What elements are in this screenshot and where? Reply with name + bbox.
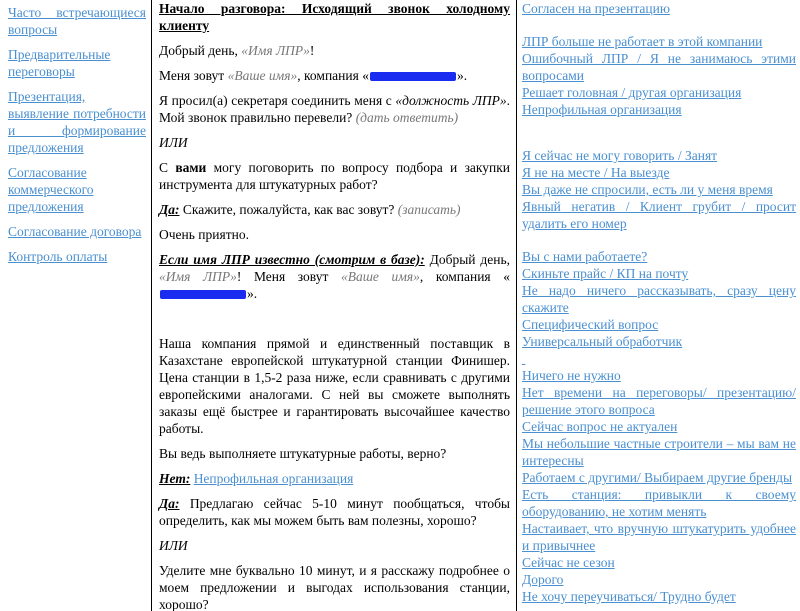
objection-link[interactable]: ЛПР больше не работает в этой компании — [522, 34, 763, 49]
spacer — [159, 310, 510, 327]
objection-link[interactable]: Настаивает, что вручную штукатурить удобнее и привычнее — [522, 521, 796, 553]
objection-link[interactable]: Мы небольшие частные строители – мы вам не интересны — [522, 436, 796, 468]
objections-panel — [517, 0, 800, 611]
objection-link[interactable]: Ошибочный ЛПР / Я не занимаюсь этими вопросами — [522, 51, 796, 83]
no-line: Нет: Непрофильная организация — [159, 471, 354, 486]
objection-link[interactable]: Специфический вопрос — [522, 317, 659, 332]
objection-link[interactable]: Есть станция: привыкли к своему оборудованию, не хотим менять — [522, 487, 796, 519]
objection-link[interactable]: Вы даже не спросили, есть ли у меня время — [522, 182, 773, 197]
objection-link[interactable]: Скиньте прайс / КП на почту — [522, 266, 689, 281]
objection-link[interactable]: Явный негатив / Клиент грубит / просит удалить его номер — [522, 199, 796, 231]
objection-link[interactable]: Дорого — [522, 572, 564, 587]
objection-link[interactable]: Решает головная / другая организация — [522, 85, 742, 100]
spacer — [522, 118, 796, 147]
objection-link[interactable]: Сейчас не сезон — [522, 555, 615, 570]
secretary-line: Я просил(а) секретаря соединить меня с «должность ЛПР». Мой звонок правильно перевели? (дать ответить) — [159, 93, 510, 125]
known-name-line: Если имя ЛПР известно (смотрим в базе): Добрый день, «Имя ЛПР»! Меня зовут «Ваше имя», компания «». — [159, 252, 511, 301]
objection-link[interactable]: Непрофильная организация — [522, 102, 682, 117]
sidebar-item-presentation[interactable]: Презентация, выявление потребности и формирование предложения — [8, 89, 146, 155]
objection-link[interactable]: Я сейчас не могу говорить / Занят — [522, 148, 718, 163]
sidebar-item-contract[interactable]: Согласование договора — [8, 224, 142, 239]
intro-line: Меня зовут «Ваше имя», компания « ». — [159, 68, 468, 83]
sidebar-nav — [0, 0, 150, 611]
script-panel — [151, 0, 517, 611]
sidebar-item-commercial-offer[interactable]: Согласование коммерческого предложения — [8, 165, 94, 214]
objection-link[interactable]: Универсальный обработчик — [522, 334, 683, 349]
objection-link[interactable]: Я не на месте / На выезде — [522, 165, 670, 180]
objection-link[interactable]: Вы с нами работаете? — [522, 249, 648, 264]
pitch-paragraph: Наша компания прямой и единственный поставщик в Казахстане европейской штукатурной станции Финишер. Цена станции в 1,5-2 раза ниже, если сравнивать с другими европейскими аналогами. С ней вы сможете выполнять заказы ещё быстрее и гарантировать высочайшее качество работы. — [159, 336, 510, 436]
objection-link-empty[interactable] — [522, 350, 796, 367]
script-title: Начало разговора: Исходящий звонок холодному клиенту — [159, 1, 510, 33]
greeting-line: Добрый день, «Имя ЛПР»! — [159, 43, 315, 58]
objection-link[interactable]: Работаем с другими/ Выбираем другие бренды — [522, 470, 793, 485]
spacer — [522, 17, 796, 33]
objection-link[interactable]: Ничего не нужно — [522, 368, 621, 383]
spacer — [522, 232, 796, 248]
offer2-line: Уделите мне буквально 10 минут, и я расскажу подробнее о моем предложении и выгодах использования станции, хорошо? — [159, 563, 510, 611]
objection-link[interactable]: Согласен на презентацию — [522, 1, 670, 16]
sidebar-item-preliminary[interactable]: Предварительные переговоры — [8, 47, 111, 79]
objection-link[interactable]: Не надо ничего рассказывать, сразу цену скажите — [522, 283, 796, 315]
objection-link[interactable]: Не хочу переучиваться/ Трудно будет — [522, 589, 736, 604]
or-label-2: ИЛИ — [159, 538, 188, 553]
sidebar-item-payment-control[interactable]: Контроль оплаты — [8, 249, 108, 264]
redacted-company — [370, 72, 456, 81]
link-non-profile[interactable]: Непрофильная организация — [193, 471, 354, 486]
question-line: Вы ведь выполняете штукатурные работы, верно? — [159, 446, 447, 461]
topic-line: С вами могу поговорить по вопросу подбора и закупки инструмента для штукатурных работ? — [159, 160, 511, 192]
objection-link[interactable]: Нет времени на переговоры/ презентацию/ решение этого вопроса — [522, 385, 796, 417]
redacted-company — [160, 290, 246, 299]
objection-link[interactable]: Сейчас вопрос не актуален — [522, 419, 678, 434]
sidebar-item-faq[interactable]: Часто встречающиеся вопросы — [8, 5, 146, 37]
nice-line: Очень приятно. — [159, 227, 249, 242]
or-label: ИЛИ — [159, 135, 188, 150]
yes-offer-line: Да: Предлагаю сейчас 5-10 минут пообщаться, чтобы определить, как мы можем быть вам полезны, хорошо? — [159, 496, 511, 528]
yes-ask-name: Да: Скажите, пожалуйста, как вас зовут? (записать) — [159, 202, 461, 217]
